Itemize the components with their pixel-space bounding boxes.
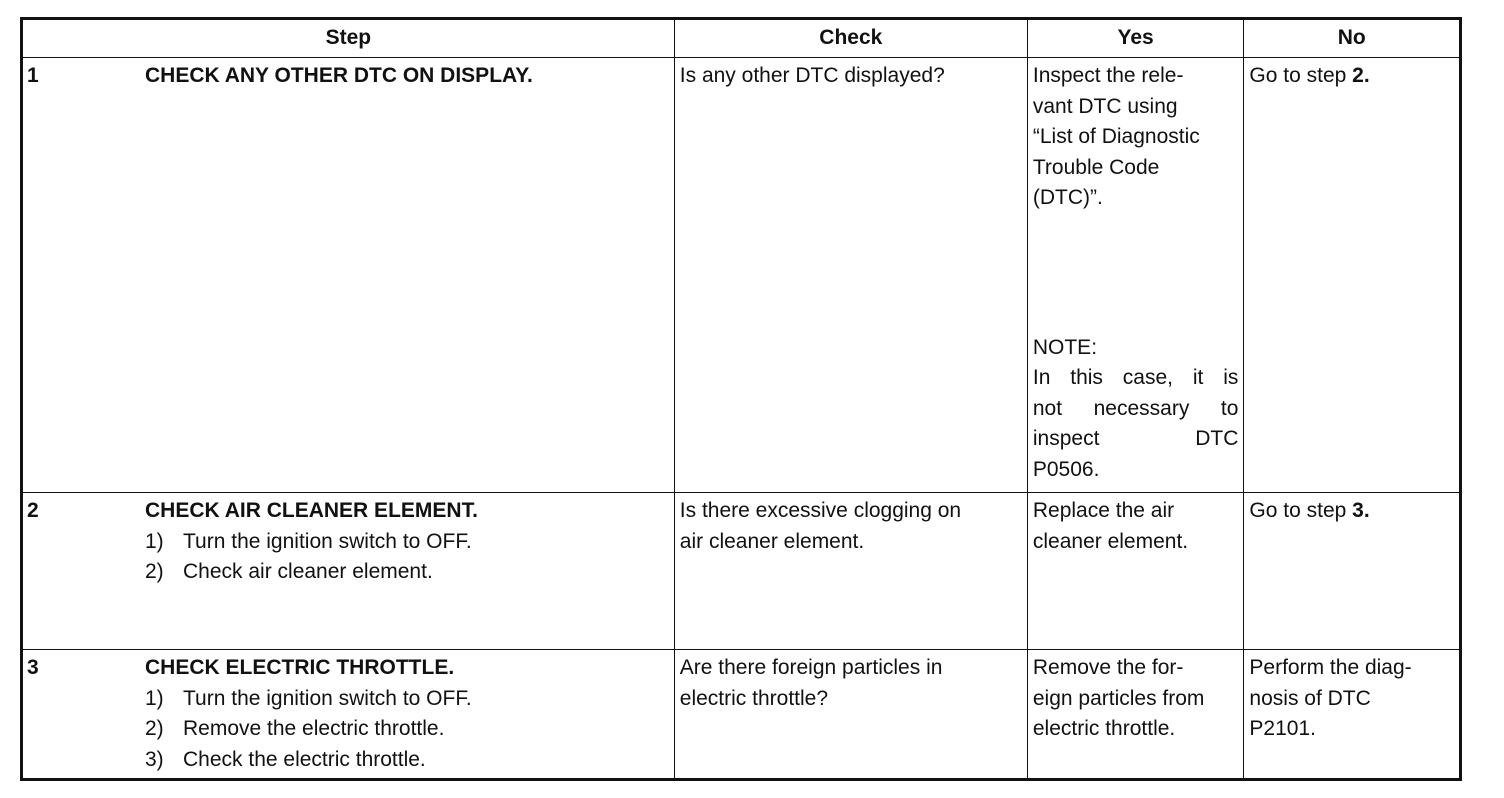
check-cell	[674, 58, 1027, 493]
no-line: Perform the diag-	[1249, 656, 1412, 679]
step-number: 2	[27, 499, 39, 522]
no-step-ref: 3.	[1352, 499, 1370, 522]
yes-line: Replace the air	[1032, 499, 1175, 522]
yes-cell	[1027, 493, 1244, 650]
substep	[145, 745, 669, 776]
substep-number: 2)	[145, 560, 164, 583]
check-cell	[674, 650, 1027, 780]
yes-line: electric throttle.	[1032, 717, 1176, 740]
no-cell	[1244, 650, 1461, 780]
step-cell	[22, 58, 675, 493]
table-row	[22, 58, 1461, 493]
substep	[145, 714, 669, 745]
substep-text: Turn the ignition switch to OFF.	[183, 529, 472, 553]
substep-number: 1)	[145, 686, 164, 710]
substep	[145, 684, 669, 715]
note-label: NOTE:	[1032, 335, 1098, 359]
table-row	[22, 493, 1461, 650]
no-prefix: Go to step	[1249, 64, 1353, 87]
yes-line: Inspect the rele-	[1032, 64, 1184, 87]
yes-cell	[1027, 58, 1244, 493]
substep-text: Check the electric throttle.	[183, 747, 426, 771]
substep-number: 2)	[145, 717, 164, 740]
step-title: CHECK AIR CLEANER ELEMENT.	[145, 499, 478, 522]
step-number: 3	[27, 656, 39, 679]
no-line: P2101.	[1249, 717, 1316, 740]
check-cell	[674, 493, 1027, 650]
substep-text: Turn the ignition switch to OFF.	[183, 686, 472, 710]
check-line: Are there foreign particles in	[679, 656, 943, 679]
check-line: electric throttle?	[679, 686, 829, 710]
diagnostic-table	[20, 17, 1462, 781]
yes-line: Trouble Code	[1032, 155, 1160, 179]
check-line: Is there excessive clogging on	[679, 499, 962, 522]
substep	[145, 527, 669, 558]
header-row	[22, 19, 1461, 58]
header-no: No	[1244, 19, 1461, 58]
no-cell	[1244, 493, 1461, 650]
header-yes: Yes	[1027, 19, 1244, 58]
header-check: Check	[674, 19, 1027, 58]
no-prefix: Go to step	[1249, 499, 1353, 522]
substep	[145, 557, 669, 588]
header-step: Step	[22, 19, 675, 58]
step-title: CHECK ELECTRIC THROTTLE.	[145, 656, 455, 679]
note-line: not necessary to	[1032, 396, 1239, 420]
step-cell	[22, 650, 675, 780]
note-line: inspect DTC	[1032, 427, 1239, 450]
note-line: In this case, it is	[1032, 366, 1239, 389]
note-line: P0506.	[1032, 457, 1100, 481]
no-line: nosis of DTC	[1249, 686, 1371, 710]
check-text: Is any other DTC displayed?	[679, 64, 945, 87]
substep-text: Check air cleaner element.	[183, 560, 433, 583]
yes-line: vant DTC using	[1032, 94, 1178, 118]
yes-line: cleaner element.	[1032, 529, 1189, 553]
no-cell	[1244, 58, 1461, 493]
substep-number: 1)	[145, 529, 164, 553]
step-title: CHECK ANY OTHER DTC ON DISPLAY.	[145, 64, 533, 87]
table-row	[22, 650, 1461, 780]
yes-cell	[1027, 650, 1244, 780]
no-step-ref: 2.	[1352, 64, 1370, 87]
substep-text: Remove the electric throttle.	[183, 717, 445, 740]
yes-line: eign particles from	[1032, 686, 1205, 710]
substep-number: 3)	[145, 747, 164, 771]
step-number: 1	[27, 64, 39, 87]
yes-line: “List of Diagnostic	[1032, 125, 1200, 148]
yes-line: (DTC)”.	[1032, 186, 1103, 209]
check-line: air cleaner element.	[679, 529, 865, 553]
step-cell	[22, 493, 675, 650]
yes-line: Remove the for-	[1032, 656, 1184, 679]
note-block	[1033, 333, 1239, 486]
